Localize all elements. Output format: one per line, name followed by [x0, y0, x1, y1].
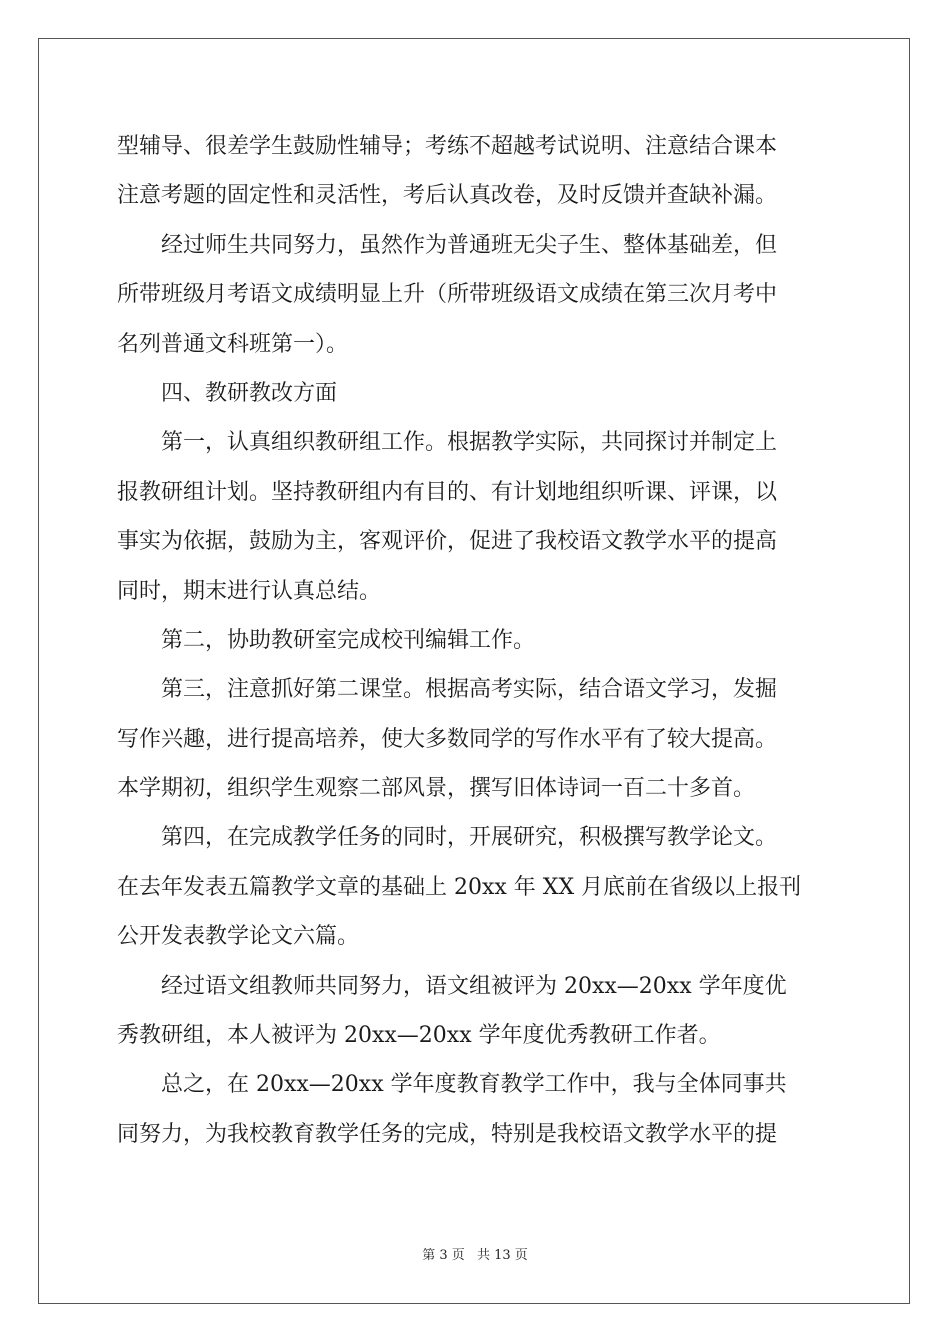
- page-number: 第 3 页: [422, 1248, 465, 1263]
- page-total: 共 13 页: [476, 1248, 528, 1263]
- page-footer: [0, 1244, 950, 1263]
- text-line: 型辅导、很差学生鼓励性辅导；考练不超越考试说明、注意结合课本: [117, 134, 778, 159]
- text-line: 同时，期末进行认真总结。: [117, 578, 382, 604]
- text-line: 第一，认真组织教研组工作。根据教学实际，共同探讨并制定上: [161, 430, 778, 456]
- text-line: 经过师生共同努力，虽然作为普通班无尖子生、整体基础差，但: [161, 232, 778, 258]
- text-line: 所带班级月考语文成绩明显上升（所带班级语文成绩在第三次月考中: [117, 282, 778, 308]
- text-line: 名列普通文科班第一）。: [117, 331, 349, 357]
- text-line: 事实为依据，鼓励为主，客观评价，促进了我校语文教学水平的提高: [117, 529, 778, 555]
- text-line: 同努力，为我校教育教学任务的完成，特别是我校语文教学水平的提: [117, 1121, 778, 1147]
- text-line: 经过语文组教师共同努力，语文组被评为 20xx—20xx 学年度优: [161, 973, 787, 999]
- text-line: 秀教研组，本人被评为 20xx—20xx 学年度优秀教研工作者。: [117, 1023, 721, 1049]
- text-line: 公开发表教学论文六篇。: [117, 924, 360, 950]
- text-line: 总之，在 20xx—20xx 学年度教育教学工作中，我与全体同事共: [161, 1072, 787, 1098]
- text-line: 在去年发表五篇教学文章的基础上 20xx 年 XX 月底前在省级以上报刊: [117, 874, 802, 900]
- text-line: 报教研组计划。坚持教研组内有目的、有计划地组织听课、评课，以: [117, 479, 778, 505]
- text-line: 写作兴趣，进行提高培养，使大多数同学的写作水平有了较大提高。: [117, 726, 778, 752]
- document-body: [117, 122, 833, 1159]
- text-line: 本学期初，组织学生观察二部风景，撰写旧体诗词一百二十多首。: [117, 776, 756, 802]
- text-line: 第二，协助教研室完成校刊编辑工作。: [161, 627, 536, 653]
- text-line: 注意考题的固定性和灵活性，考后认真改卷，及时反馈并查缺补漏。: [117, 183, 778, 209]
- text-line: 第三，注意抓好第二课堂。根据高考实际，结合语文学习，发掘: [161, 677, 778, 703]
- section-heading: 四、教研教改方面: [161, 380, 338, 406]
- text-line: 第四，在完成教学任务的同时，开展研究，积极撰写教学论文。: [161, 825, 778, 851]
